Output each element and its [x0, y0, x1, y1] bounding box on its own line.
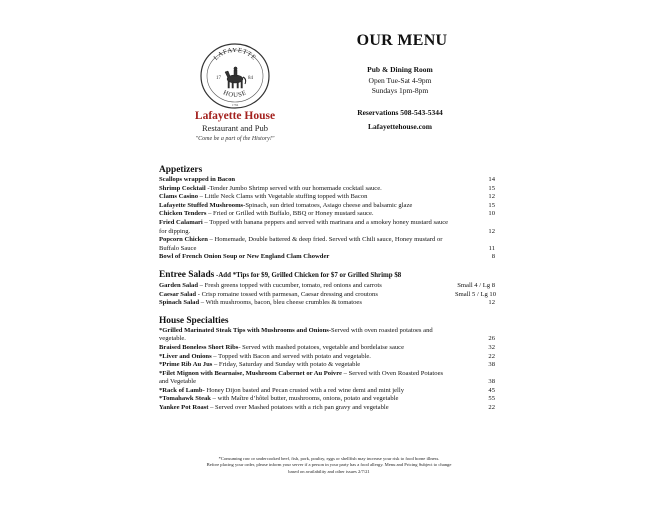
item-price: 32 [488, 343, 495, 351]
item-name: Fried Calamari [159, 218, 203, 226]
item-desc: Honey Dijon basted and Pecan crusted with a red wine demi and mint jelly [204, 386, 405, 394]
svg-text:HOUSE [222, 89, 248, 99]
item-name: *Grilled Marinated Steak Tips with Mushrooms and Onions- [159, 326, 332, 334]
menu-item [159, 236, 495, 253]
menu-item [159, 193, 495, 202]
menu-item [159, 361, 495, 370]
item-price: 12 [488, 227, 495, 235]
item-desc: - Crisp romaine tossed with parmesan, Caesar dressing and croutons [196, 290, 378, 298]
item-name: Bowl of French Onion Soup or New England Clam Chowder [159, 253, 330, 261]
menu-item [159, 282, 495, 291]
item-desc: – Fried or Grilled with Buffalo, BBQ or Honey mustard sauce. [206, 210, 374, 218]
hours-line-2: Sundays 1pm-8pm [371, 86, 429, 95]
logo-year-left: 17 [216, 76, 221, 81]
svg-text:LAFAYETTE [213, 47, 258, 62]
horse-rider-icon [225, 67, 246, 88]
item-price: 15 [488, 184, 495, 192]
item-price: 12 [488, 193, 495, 201]
item-desc: – Served with Oven Roasted Potatoes and Vegetable [159, 369, 444, 386]
section-title-salads [159, 269, 495, 282]
item-price: 14 [488, 176, 495, 183]
menu-item [159, 202, 495, 211]
menu-item [159, 299, 495, 308]
menu-item [159, 404, 495, 413]
item-desc: – Homemade, Double battered & deep fried. Served with Chili sauce, Honey mustard or Buffalo Sauce [159, 236, 443, 252]
venue-label: Pub & Dining Room [367, 65, 433, 74]
menu-item [159, 327, 495, 344]
item-price: 38 [488, 378, 495, 386]
item-price: Small 5 / Lg 10 [455, 290, 497, 298]
footer-line-1: *Consuming raw or undercooked beef, fish, pork, poultry, eggs or shellfish may increase your risk to food borne illness. [218, 456, 440, 461]
section-title-specialties: House Specialties [159, 315, 229, 326]
item-price: 15 [488, 201, 495, 209]
footer-line-3: based on availability and other issues 2/7/21 [288, 468, 370, 474]
item-desc: – Little Neck Clams with Vegetable stuffing topped with Bacon [198, 193, 368, 201]
menu-item [159, 210, 495, 219]
item-name: Scallops wrapped in Bacon [159, 176, 236, 183]
menu-item [159, 395, 495, 404]
item-name: Lafayette Stuffed Mushrooms- [159, 201, 246, 209]
restaurant-logo [195, 40, 275, 112]
menu-item [159, 185, 495, 194]
item-price: 38 [488, 361, 495, 369]
item-name: *Liver and Onions [159, 352, 212, 360]
logo-name-top: LAFAYETTE [212, 47, 258, 62]
item-name: *Prime Rib Au Jus [159, 361, 213, 369]
item-price: 55 [488, 395, 495, 403]
website: Lafayettehouse.com [368, 122, 432, 131]
item-desc: Served with oven roasted potatoes and vegetable. [159, 326, 433, 343]
footer-line-2: Before placing your order, please inform your server if a person in your party has a food allergy. Menu and Pricing Subject to change [206, 462, 452, 468]
reservations-phone: Reservations 508-543-5344 [357, 108, 443, 117]
item-name: Yankee Pot Roast [159, 404, 209, 412]
item-desc: – Topped with banana peppers and served with marinara and a smokey honey mustard sauce for dipping. [159, 218, 449, 235]
menu-item [159, 176, 495, 185]
salads-addon-note: -Add *Tips for $9, Grilled Chicken for $7 or Grilled Shrimp $8 [214, 271, 402, 279]
item-desc: – With mushrooms, bacon, bleu cheese crumbles & tomatoes [199, 299, 362, 307]
item-price: 22 [488, 352, 495, 360]
item-name: Chicken Tenders [159, 210, 207, 218]
item-price: 10 [488, 210, 495, 218]
item-name: Popcorn Chicken [159, 236, 208, 244]
hours-block [340, 65, 460, 97]
salads-title: Entree Salads [159, 269, 215, 280]
menu-item [159, 219, 495, 236]
item-desc: Spinach, sun dried tomatoes, Asiago cheese and balsamic glaze [245, 201, 413, 209]
menu-item [159, 344, 495, 353]
item-name: *Tomahawk Steak [159, 395, 211, 403]
item-price: 12 [488, 299, 495, 307]
logo-est: 1784 [231, 103, 239, 107]
item-desc: – Friday, Saturday and Sunday with potato & vegetable [212, 361, 361, 369]
item-name: Caesar Salad [159, 290, 197, 298]
menu-item [159, 291, 495, 300]
restaurant-tagline: "Come be a part of the History!" [195, 136, 275, 142]
item-desc: -Tender Jumbo Shrimp served with our homemade cocktail sauce. [205, 184, 382, 192]
menu-item [159, 253, 495, 262]
section-title-appetizers: Appetizers [159, 165, 203, 175]
item-name: Clams Casino [159, 193, 199, 201]
item-desc: – Fresh greens topped with cucumber, tomato, red onions and carrots [198, 281, 382, 289]
item-price: 8 [491, 253, 495, 261]
item-name: Braised Boneless Short Ribs [159, 343, 239, 351]
item-price: 45 [488, 386, 495, 394]
item-name: Garden Salad [159, 281, 199, 289]
lafayette-house-emblem-icon [195, 40, 275, 112]
item-name: Spinach Salad [159, 299, 200, 307]
contact-block [330, 106, 470, 134]
restaurant-name: Lafayette House [194, 110, 276, 122]
item-desc: – with Maître d’hôtel butter, mushrooms, onions, potato and vegetable [210, 395, 399, 403]
logo-year-right: 84 [248, 76, 253, 81]
item-price: 26 [488, 335, 495, 343]
item-price: 22 [488, 404, 495, 412]
item-name: *Rack of Lamb- [159, 386, 205, 394]
logo-name-bottom: HOUSE [222, 89, 248, 99]
item-name: *Filet Mignon with Bearnaise, Mushroom Cabernet or Au Poivre [159, 369, 342, 377]
item-desc: - Served with mashed potatoes, vegetable and bordelaise sauce [238, 343, 405, 351]
disclaimer-footer [159, 456, 499, 475]
item-price: 11 [488, 244, 495, 252]
item-price: Small 4 / Lg 8 [457, 281, 495, 289]
menu-body [159, 164, 495, 413]
menu-item [159, 370, 495, 387]
item-name: Shrimp Cocktail [159, 184, 206, 192]
hours-line-1: Open Tue-Sat 4-9pm [368, 75, 432, 85]
menu-item [159, 387, 495, 396]
menu-item [159, 353, 495, 362]
item-desc: – Served over Mashed potatoes with a rich pan gravy and vegetable [208, 404, 389, 412]
item-desc: – Topped with Bacon and served with potato and vegetable. [211, 352, 371, 360]
menu-title: OUR MENU [356, 32, 448, 49]
restaurant-subtitle: Restaurant and Pub [201, 123, 269, 133]
